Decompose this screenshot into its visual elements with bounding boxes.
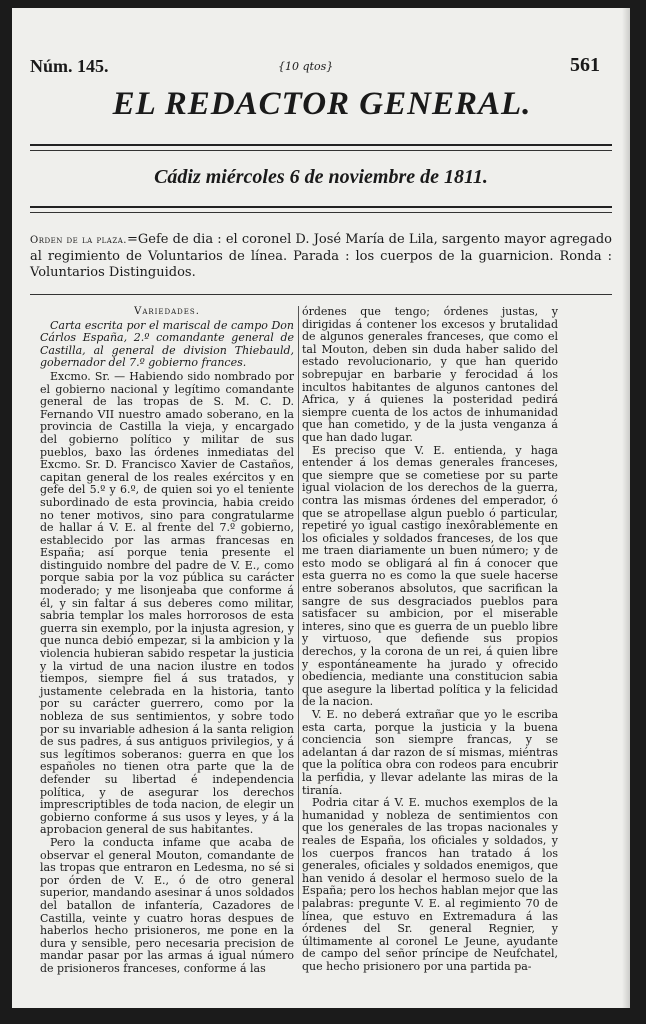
article-column-left bbox=[40, 306, 294, 975]
column-divider bbox=[298, 306, 299, 909]
notice-text: =Gefe de dia : el coronel D. José María de Lila, sargento mayor agregado al regimiento de Voluntarios de línea. Parada : los cuerpos de la guarnicion. Ronda : Voluntarios Distinguidos. bbox=[30, 232, 612, 280]
dateline-rule-top bbox=[30, 206, 612, 208]
article-paragraph: Pero la conducta infame que acaba de observar el general Mouton, comandante de las tropas que entraron en Ledesma, no sé si por órden de V. E., ó de otro general superior, mandando asesinar á unos soldados del batallon de infantería, Cazadores de Castilla, veinte y cuatro horas despues de haberlos hecho prisioneros, me pone en la dura y sensible, pero necesaria precision de mandar pasar por las armas á igual número de prisioneros franceses, conforme á las bbox=[40, 835, 294, 975]
dateline-rule-bottom bbox=[30, 212, 612, 213]
article-column-right bbox=[302, 305, 558, 973]
newspaper-page bbox=[12, 8, 630, 1008]
masthead-title: EL REDACTOR GENERAL. bbox=[112, 86, 532, 122]
masthead-rule-top bbox=[30, 144, 612, 146]
article-paragraph: Es preciso que V. E. entienda, y haga entender á los demas generales franceses, que siempre que se cometiese por su parte igual violacion de los derechos de la guerra, contra las mismas órdenes del emperador, ó que se atropellase algun pueblo ó particular, repetiré yo igual castigo inexôrablemente en los oficiales y soldados franceses, de los que me traen diariamente un buen número; y de esto modo se obligará al fin á conocer que esta guerra no es como la que suele hacerse entre soberanos absolutos, que sacrifican la sangre de sus desgraciados pueblos para satisfacer su ambicion, por el miserable interes, sino que es guerra de un pueblo libre y virtuoso, que defiende sus propios derechos, y la corona de un rei, á quien libre y espontáneamente ha jurado y ofrecido obediencia, mediante una constitucion sabia que asegure la libertad política y la felicidad de la nacion. bbox=[302, 443, 558, 709]
page-edge-shadow bbox=[622, 8, 630, 1008]
section-heading: Variedades. bbox=[134, 306, 200, 317]
header-top-line bbox=[30, 54, 612, 84]
article-paragraph: Excmo. Sr. — Habiendo sido nombrado por el gobierno nacional y legítimo comandante general de las tropas de S. M. C. D. Fernando VII nuestro amado soberano, en la provincia de Castilla la vieja, y encargado del gobierno político y militar de sus pueblos, baxo las órdenes inmediatas del Excmo. Sr. D. Francisco Xavier de Castaños, capitan general de los reales exércitos y en gefe del 5.º y 6.º, de quien soi yo el teniente subordinado de esta provincia, habia creido no tener motivos, sino para congratularme de hallar á V. E. al frente del 7.º gobierno, establecido por las armas francesas en España; así porque tenia presente el distinguido nombre del padre de V. E., como porque sabia por la voz pública su carácter moderado; y me lisonjeaba que conforme á él, y sin faltar á sus deberes como militar, sabria templar los males horrorosos de esta guerra sin exemplo, por la injusta agresion, y que nunca debió empezar, si la ambicion y la violencia hubieran sabido respetar la justicia y la virtud de una nacion ilustre en todos tiempos, siempre fiel á sus tratados, y justamente celebrada en la historia, tanto por su carácter guerrero, como por la nobleza de sus sentimientos, y sobre todo por su invariable adhesion á la santa religion de sus padres, á sus antiguos privilegios, y á sus legítimos soberanos: guerra en que los españoles no tienen otra parte que la de defender su libertad é independencia política, y de asegurar los derechos imprescriptibles de toda nacion, de elegir un gobierno conforme á sus usos y leyes, y á la aprobacion general de sus habitantes. bbox=[40, 369, 294, 837]
article-paragraph: V. E. no deberá extrañar que yo le escriba esta carta, porque la justicia y la buena conciencia son siempre francas, y se adelantan á dar razon de sí mismas, miéntras que la política obra con rodeos para encubrir la perfidia, y llevar adelante las miras de la tiranía. bbox=[302, 708, 558, 797]
page-number: 561 bbox=[570, 54, 600, 76]
garrison-order-notice bbox=[30, 232, 612, 281]
notice-label: Orden de la plaza. bbox=[30, 235, 127, 246]
article-title: Carta escrita por el mariscal de campo Don Cárlos España, 2.º comandante general de Castilla, al general de division Thiebauld, gobernador del 7.º gobierno frances. bbox=[40, 318, 294, 370]
article-paragraph: órdenes que tengo; órdenes justas, y dirigidas á contener los excesos y brutalidad de algunos generales franceses, que como el tal Mouton, deben sin duda haber salido del estado revolucionario, y que han querido sobrepujar en barbarie y ferocidad á los incultos habitantes de algunos cantones del Africa, y á quienes la posteridad pedirá siempre cuenta de los actos de inhumanidad que han cometido, y de la justa venganza á que han dado lugar. bbox=[302, 305, 558, 444]
price-stamp: {10 qtos} bbox=[278, 60, 334, 73]
issue-number: Núm. 145. bbox=[30, 56, 109, 76]
notice-rule bbox=[30, 294, 612, 295]
dateline: Cádiz miércoles 6 de noviembre de 1811. bbox=[154, 166, 488, 188]
masthead-rule-bottom bbox=[30, 150, 612, 151]
article-paragraph: Podria citar á V. E. muchos exemplos de la humanidad y nobleza de sentimientos con que los generales de las tropas nacionales y reales de España, los oficiales y soldados, y los cuerpos francos han tratado á los generales, oficiales y soldados enemigos, que han venido á desolar el hermoso suelo de la España; pero los hechos hablan mejor que las palabras: pregunte V. E. al regimiento 70 de línea, que estuvo en Extremadura á las órdenes del Sr. general Regnier, y últimamente al coronel Le Jeune, ayudante de campo del señor príncipe de Neufchatel, que hecho prisionero por una partida pa- bbox=[302, 796, 558, 973]
